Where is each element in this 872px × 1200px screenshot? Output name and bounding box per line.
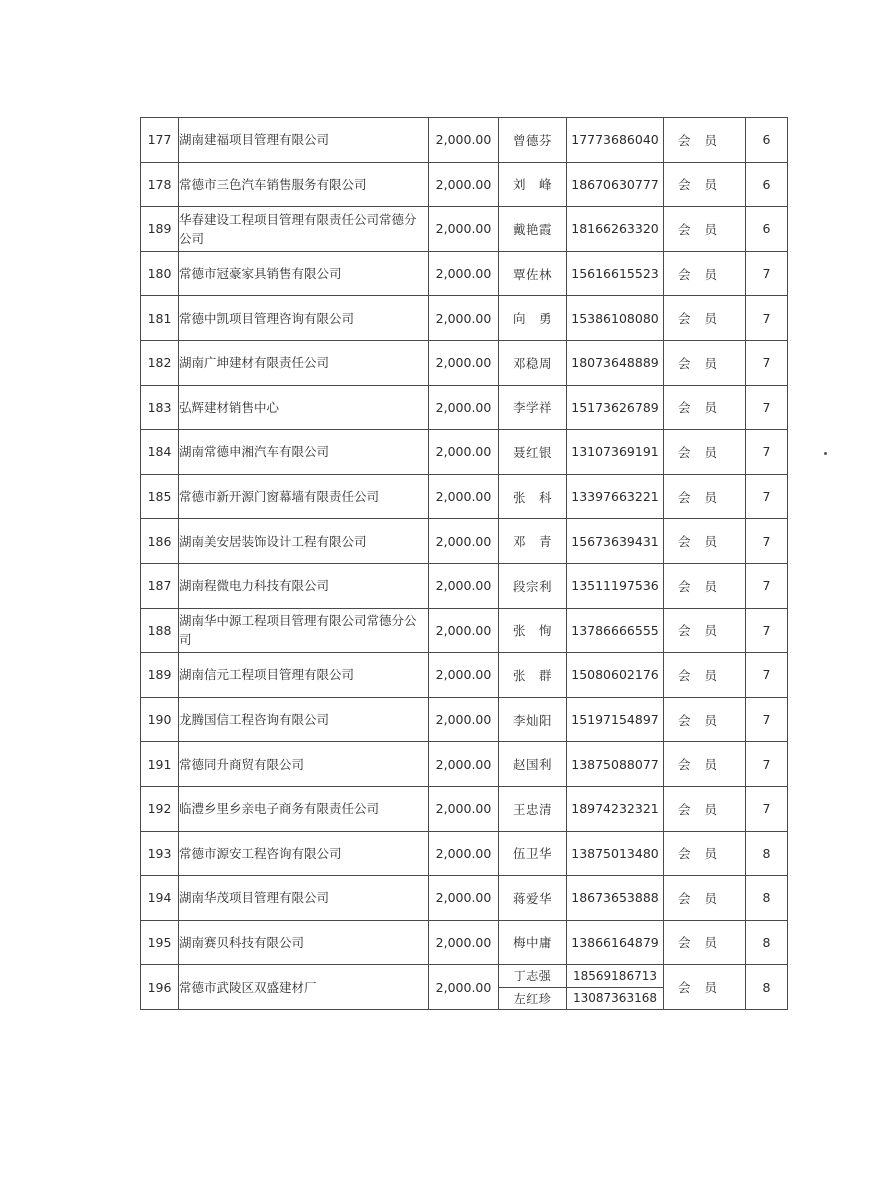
amount: 2,000.00 <box>429 430 499 475</box>
amount: 2,000.00 <box>429 296 499 341</box>
member-role: 会员 <box>664 831 746 876</box>
row-number: 190 <box>141 697 179 742</box>
row-number: 182 <box>141 340 179 385</box>
group-number: 7 <box>746 608 788 653</box>
table-row <box>141 965 788 987</box>
contact-name: 刘 峰 <box>499 162 567 207</box>
row-number: 183 <box>141 385 179 430</box>
row-number: 185 <box>141 474 179 519</box>
contact-name: 赵国利 <box>499 742 567 787</box>
group-number: 7 <box>746 786 788 831</box>
contact-name: 蒋爱华 <box>499 876 567 921</box>
phone-number: 18670630777 <box>567 162 664 207</box>
contact-name: 梅中庸 <box>499 920 567 965</box>
table-row <box>141 697 788 742</box>
row-number: 187 <box>141 563 179 608</box>
member-role: 会员 <box>664 162 746 207</box>
row-number: 186 <box>141 519 179 564</box>
company-name: 华春建设工程项目管理有限责任公司常德分公司 <box>179 207 429 252</box>
phone-number: 17773686040 <box>567 118 664 163</box>
member-role: 会员 <box>664 519 746 564</box>
amount: 2,000.00 <box>429 474 499 519</box>
row-number: 192 <box>141 786 179 831</box>
contact-name: 戴艳霞 <box>499 207 567 252</box>
table-row <box>141 162 788 207</box>
contact-name: 左红珍 <box>499 987 567 1009</box>
contact-name: 王忠清 <box>499 786 567 831</box>
table-row <box>141 786 788 831</box>
amount: 2,000.00 <box>429 876 499 921</box>
row-number: 193 <box>141 831 179 876</box>
company-name: 常德同升商贸有限公司 <box>179 742 429 787</box>
table-row <box>141 742 788 787</box>
phone-number: 15197154897 <box>567 697 664 742</box>
amount: 2,000.00 <box>429 340 499 385</box>
table-row <box>141 385 788 430</box>
group-number: 7 <box>746 519 788 564</box>
contact-name: 邓稳周 <box>499 340 567 385</box>
group-number: 7 <box>746 385 788 430</box>
amount: 2,000.00 <box>429 697 499 742</box>
phone-number: 18073648889 <box>567 340 664 385</box>
amount: 2,000.00 <box>429 207 499 252</box>
company-name: 湖南常德申湘汽车有限公司 <box>179 430 429 475</box>
contact-name: 张 群 <box>499 653 567 698</box>
contact-name: 张 恂 <box>499 608 567 653</box>
phone-number: 18569186713 <box>567 965 664 987</box>
table-row <box>141 563 788 608</box>
amount: 2,000.00 <box>429 786 499 831</box>
row-number: 196 <box>141 965 179 1010</box>
phone-number: 18673653888 <box>567 876 664 921</box>
group-number: 8 <box>746 831 788 876</box>
member-role: 会员 <box>664 920 746 965</box>
company-name: 湖南广坤建材有限责任公司 <box>179 340 429 385</box>
contact-name: 聂红银 <box>499 430 567 475</box>
group-number: 7 <box>746 563 788 608</box>
group-number: 7 <box>746 697 788 742</box>
row-number: 177 <box>141 118 179 163</box>
amount: 2,000.00 <box>429 653 499 698</box>
contact-name: 曾德芬 <box>499 118 567 163</box>
table-row <box>141 920 788 965</box>
row-number: 180 <box>141 251 179 296</box>
member-role: 会员 <box>664 474 746 519</box>
member-role: 会员 <box>664 876 746 921</box>
company-name: 湖南信元工程项目管理有限公司 <box>179 653 429 698</box>
group-number: 7 <box>746 296 788 341</box>
phone-number: 15386108080 <box>567 296 664 341</box>
company-name: 临澧乡里乡亲电子商务有限责任公司 <box>179 786 429 831</box>
table-row <box>141 340 788 385</box>
member-role: 会员 <box>664 385 746 430</box>
company-name: 常德市冠豪家具销售有限公司 <box>179 251 429 296</box>
member-role: 会员 <box>664 608 746 653</box>
member-table <box>140 117 788 1010</box>
member-role: 会员 <box>664 653 746 698</box>
group-number: 7 <box>746 742 788 787</box>
member-role: 会员 <box>664 251 746 296</box>
member-rows <box>141 118 788 965</box>
member-role: 会员 <box>664 697 746 742</box>
scan-speck <box>824 452 827 455</box>
amount: 2,000.00 <box>429 563 499 608</box>
table-row <box>141 876 788 921</box>
contact-name: 丁志强 <box>499 965 567 987</box>
amount: 2,000.00 <box>429 519 499 564</box>
group-number: 7 <box>746 251 788 296</box>
contact-name: 覃佐林 <box>499 251 567 296</box>
member-role: 会员 <box>664 563 746 608</box>
company-name: 常德中凯项目管理咨询有限公司 <box>179 296 429 341</box>
amount: 2,000.00 <box>429 385 499 430</box>
contact-name: 邓 青 <box>499 519 567 564</box>
phone-number: 13786666555 <box>567 608 664 653</box>
group-number: 6 <box>746 118 788 163</box>
company-name: 湖南华中源工程项目管理有限公司常德分公司 <box>179 608 429 653</box>
phone-number: 15080602176 <box>567 653 664 698</box>
group-number: 7 <box>746 474 788 519</box>
contact-name: 李灿阳 <box>499 697 567 742</box>
group-number: 8 <box>746 965 788 1010</box>
row-number: 189 <box>141 207 179 252</box>
phone-number: 18974232321 <box>567 786 664 831</box>
phone-number: 18166263320 <box>567 207 664 252</box>
row-number: 194 <box>141 876 179 921</box>
company-name: 湖南程微电力科技有限公司 <box>179 563 429 608</box>
group-number: 7 <box>746 430 788 475</box>
row-number: 184 <box>141 430 179 475</box>
member-role: 会员 <box>664 786 746 831</box>
table-row <box>141 474 788 519</box>
contact-name: 段宗利 <box>499 563 567 608</box>
member-role: 会员 <box>664 965 746 1010</box>
amount: 2,000.00 <box>429 742 499 787</box>
phone-number: 13875088077 <box>567 742 664 787</box>
group-number: 6 <box>746 162 788 207</box>
table-row <box>141 296 788 341</box>
amount: 2,000.00 <box>429 920 499 965</box>
phone-number: 15616615523 <box>567 251 664 296</box>
phone-number: 15173626789 <box>567 385 664 430</box>
member-role: 会员 <box>664 118 746 163</box>
group-number: 8 <box>746 920 788 965</box>
company-name: 龙腾国信工程咨询有限公司 <box>179 697 429 742</box>
member-role: 会员 <box>664 207 746 252</box>
phone-number: 13875013480 <box>567 831 664 876</box>
row-number: 189 <box>141 653 179 698</box>
company-name: 弘辉建材销售中心 <box>179 385 429 430</box>
phone-number: 13107369191 <box>567 430 664 475</box>
member-role: 会员 <box>664 430 746 475</box>
table-row <box>141 251 788 296</box>
contact-name: 伍卫华 <box>499 831 567 876</box>
amount: 2,000.00 <box>429 118 499 163</box>
company-name: 常德市三色汽车销售服务有限公司 <box>179 162 429 207</box>
table-row <box>141 608 788 653</box>
company-name: 常德市武陵区双盛建材厂 <box>179 965 429 1010</box>
phone-number: 13087363168 <box>567 987 664 1009</box>
company-name: 常德市新开源门窗幕墙有限责任公司 <box>179 474 429 519</box>
group-number: 6 <box>746 207 788 252</box>
company-name: 湖南赛贝科技有限公司 <box>179 920 429 965</box>
member-role: 会员 <box>664 296 746 341</box>
contact-name: 李学祥 <box>499 385 567 430</box>
phone-number: 13866164879 <box>567 920 664 965</box>
group-number: 7 <box>746 340 788 385</box>
group-number: 8 <box>746 876 788 921</box>
member-role: 会员 <box>664 742 746 787</box>
contact-name: 向 勇 <box>499 296 567 341</box>
table-row <box>141 831 788 876</box>
amount: 2,000.00 <box>429 831 499 876</box>
phone-number: 15673639431 <box>567 519 664 564</box>
amount: 2,000.00 <box>429 251 499 296</box>
contact-name: 张 科 <box>499 474 567 519</box>
table-row <box>141 430 788 475</box>
company-name: 湖南美安居装饰设计工程有限公司 <box>179 519 429 564</box>
row-number: 191 <box>141 742 179 787</box>
group-number: 7 <box>746 653 788 698</box>
row-number: 181 <box>141 296 179 341</box>
member-last-row-group <box>141 965 788 1010</box>
row-number: 195 <box>141 920 179 965</box>
amount: 2,000.00 <box>429 965 499 1010</box>
table-row <box>141 118 788 163</box>
table-row <box>141 207 788 252</box>
amount: 2,000.00 <box>429 162 499 207</box>
company-name: 湖南建福项目管理有限公司 <box>179 118 429 163</box>
phone-number: 13511197536 <box>567 563 664 608</box>
company-name: 常德市源安工程咨询有限公司 <box>179 831 429 876</box>
amount: 2,000.00 <box>429 608 499 653</box>
table-row <box>141 519 788 564</box>
company-name: 湖南华茂项目管理有限公司 <box>179 876 429 921</box>
row-number: 178 <box>141 162 179 207</box>
member-role: 会员 <box>664 340 746 385</box>
table-row <box>141 653 788 698</box>
row-number: 188 <box>141 608 179 653</box>
phone-number: 13397663221 <box>567 474 664 519</box>
